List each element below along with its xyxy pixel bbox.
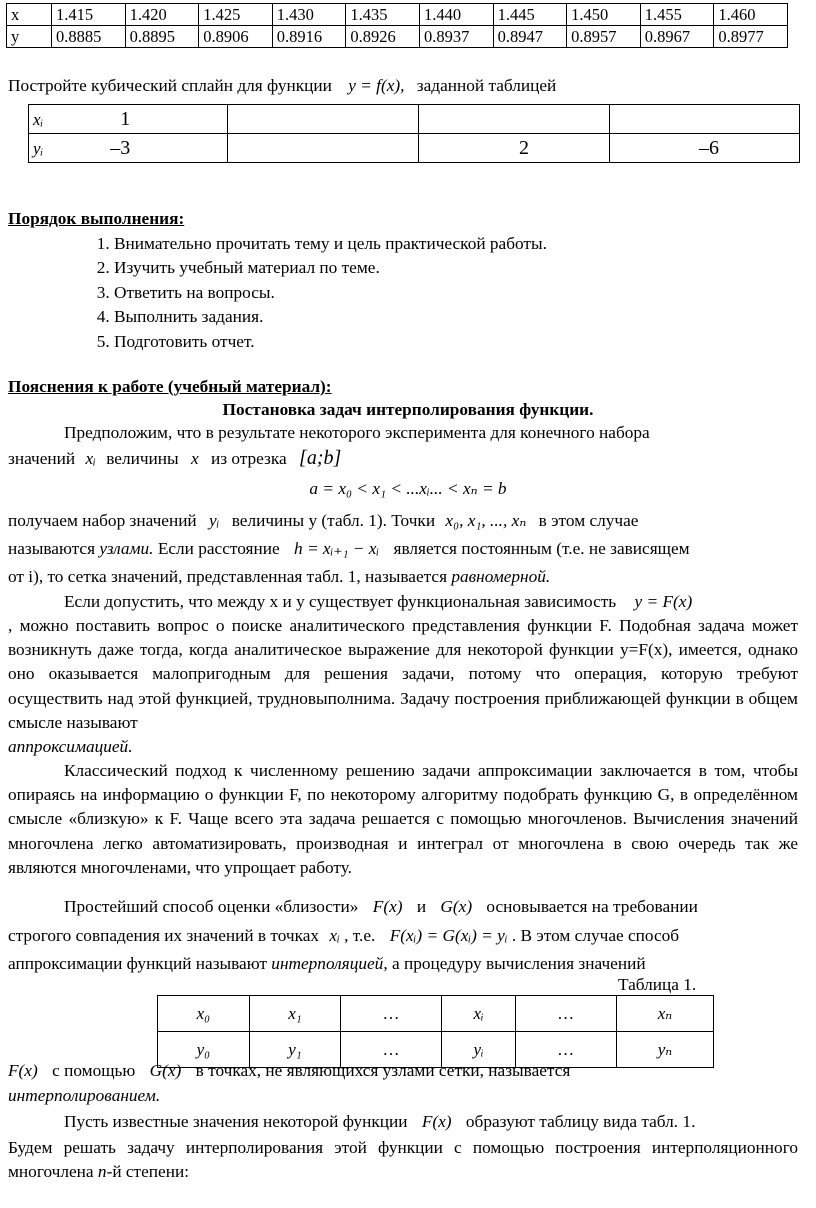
- text: с помощью: [52, 1061, 136, 1080]
- y-cell: 0.8895: [125, 26, 199, 48]
- section-subheading: Постановка задач интерполирования функции.: [222, 400, 594, 419]
- table-cell: …: [515, 996, 616, 1032]
- spline-x-cell: [228, 105, 419, 134]
- list-item: 2. Изучить учебный материал по теме.: [114, 256, 547, 280]
- table-cell: yₙ: [616, 1032, 713, 1068]
- x-cell: 1.415: [52, 4, 126, 26]
- table-cell: x₀: [158, 996, 250, 1032]
- spline-table: [28, 104, 800, 163]
- x-symbol: x: [190, 449, 199, 468]
- text: Будем решать задачу интерполирования этой функции с помощью построения интерполяционного многочлена: [8, 1138, 798, 1182]
- xy-values-table: [6, 3, 788, 48]
- p2-body: [8, 614, 798, 759]
- x-cell: 1.445: [493, 4, 567, 26]
- spline-y-cell: 2: [419, 134, 610, 163]
- fx-formula: F(x): [372, 897, 403, 916]
- spline-y-cell: –6: [610, 134, 800, 163]
- y-cell: 0.8957: [567, 26, 641, 48]
- list-item: 5. Подготовить отчет.: [114, 330, 547, 354]
- text: . В этом случае способ: [511, 926, 680, 945]
- procedure-heading: Порядок выполнения:: [8, 209, 185, 228]
- x-cell: 1.450: [567, 4, 641, 26]
- spline-task-line: [8, 74, 556, 98]
- p1-line1: Предположим, что в результате некоторого эксперимента для конечного набора: [64, 423, 650, 442]
- spline-x-cell: [419, 105, 610, 134]
- p4-line1: [64, 895, 698, 919]
- spline-x-cell: [610, 105, 800, 134]
- term-approximation: аппроксимацией.: [8, 737, 133, 757]
- p1-line2: [8, 446, 341, 471]
- text: в точках, не являющихся узлами сетки, называется: [195, 1061, 571, 1080]
- list-item: 1. Внимательно прочитать тему и цель практической работы.: [114, 232, 547, 256]
- spline-task-text: Постройте кубический сплайн для функции: [8, 76, 332, 95]
- table-cell: y₁: [249, 1032, 341, 1068]
- p1-line5: [8, 565, 550, 589]
- p1-line3: [8, 509, 638, 533]
- xi-symbol: xᵢ: [85, 449, 96, 468]
- spline-y-cell: [228, 134, 419, 163]
- text: образуют таблицу вида табл. 1.: [465, 1112, 696, 1131]
- p6-body: [8, 1136, 798, 1184]
- text: из отрезка: [210, 449, 287, 468]
- spline-x-cell: [29, 105, 228, 134]
- gx-formula: G(x): [440, 897, 473, 916]
- spline-y-cell: [29, 134, 228, 163]
- text: строгого совпадения их значений в точках: [8, 926, 320, 945]
- y-cell: 0.8926: [346, 26, 420, 48]
- formula-chain: [0, 477, 816, 501]
- table-cell: yᵢ: [442, 1032, 516, 1068]
- p2-line1: [64, 590, 692, 614]
- x-row-header: x: [7, 4, 52, 26]
- interval-symbol: [a;b]: [299, 447, 342, 469]
- x-cell: 1.435: [346, 4, 420, 26]
- fx-formula: F(x): [421, 1112, 452, 1131]
- list-item: 4. Выполнить задания.: [114, 305, 547, 329]
- text: от i), то сетка значений, представленная табл. 1, называется: [8, 567, 448, 586]
- table-cell: xᵢ: [442, 996, 516, 1032]
- text: Простейший способ оценки «близости»: [64, 897, 359, 916]
- table-row: [29, 134, 800, 163]
- table-cell: …: [341, 1032, 442, 1068]
- spline-x-value: 1: [120, 107, 131, 130]
- text: значений: [8, 449, 76, 468]
- spline-y-label: yᵢ: [33, 138, 44, 158]
- fx-formula: F(x): [8, 1061, 38, 1080]
- text: Пусть известные значения некоторой функции: [64, 1112, 408, 1131]
- spline-y-value: –3: [110, 136, 131, 159]
- table-cell: …: [515, 1032, 616, 1068]
- text: и: [416, 897, 427, 916]
- y-cell: 0.8967: [640, 26, 714, 48]
- p4-line2: [8, 924, 679, 948]
- p4-line3: [8, 952, 646, 976]
- table-cell: y₀: [158, 1032, 250, 1068]
- n-symbol: n: [97, 1162, 107, 1182]
- equality-formula: F(xᵢ) = G(xᵢ) = yᵢ: [389, 926, 508, 945]
- p6-line1: [64, 1110, 695, 1134]
- text: Если допустить, что между x и y существует функциональная зависимость: [64, 592, 617, 611]
- table-row: [7, 4, 788, 26]
- table-cell: xₙ: [616, 996, 713, 1032]
- text: -й степени:: [106, 1162, 189, 1182]
- yi-symbol: yᵢ: [209, 511, 220, 530]
- xi-symbol: xᵢ: [329, 926, 340, 945]
- x-cell: 1.440: [419, 4, 493, 26]
- p3-body: Классический подход к численному решению задачи аппроксимации заключается в том, чтобы опираясь на информацию о функции F, по некоторому алгоритму подобрать функцию G, в определённом смысле «близкую» к F. Чаще всего эта задача решается с помощью многочленов. Вычисления значений многочлена легко автоматизировать, производная и интеграл от многочлена в свою очередь так же являются многочленами, что упрощает работу.: [8, 761, 798, 877]
- x-cell: 1.460: [714, 4, 788, 26]
- term-uniform: равномерной.: [451, 567, 551, 586]
- list-item: 3. Ответить на вопросы.: [114, 281, 547, 305]
- text: в этом случае: [538, 511, 639, 530]
- y-cell: 0.8916: [272, 26, 346, 48]
- text: получаем набор значений: [8, 511, 197, 530]
- spline-formula: y = f(x),: [348, 76, 405, 95]
- spline-x-label: xᵢ: [33, 109, 44, 129]
- text: Если расстояние: [157, 539, 280, 558]
- y-cell: 0.8937: [419, 26, 493, 48]
- formula-text: a = x₀ < x₁ < ...xᵢ... < xₙ = b: [309, 479, 507, 498]
- x-cell: 1.420: [125, 4, 199, 26]
- y-cell: 0.8977: [714, 26, 788, 48]
- p5-line1: [8, 1059, 570, 1083]
- text: , т.е.: [344, 926, 376, 945]
- table-row: [7, 26, 788, 48]
- explanations-heading: Пояснения к работе (учебный материал):: [8, 377, 332, 396]
- table-cell: …: [341, 996, 442, 1032]
- y-cell: 0.8906: [199, 26, 273, 48]
- text: аппроксимации функций называют: [8, 954, 267, 973]
- term-interpolation: интерполяцией: [271, 954, 384, 973]
- x-cell: 1.425: [199, 4, 273, 26]
- table-caption: Таблица 1.: [618, 975, 697, 994]
- table-row: [29, 105, 800, 134]
- text: величины y (табл. 1). Точки: [231, 511, 436, 530]
- term-interpolating: интерполированием.: [8, 1086, 161, 1105]
- table-cell: x₁: [249, 996, 341, 1032]
- x-cell: 1.430: [272, 4, 346, 26]
- text: величины: [106, 449, 179, 468]
- spline-task-text-after: заданной таблицей: [416, 76, 557, 95]
- yfx-formula: y = F(x): [634, 592, 693, 611]
- y-cell: 0.8947: [493, 26, 567, 48]
- x-cell: 1.455: [640, 4, 714, 26]
- text: является постоянным (т.е. не зависящем: [393, 539, 690, 558]
- text: основывается на требовании: [486, 897, 698, 916]
- text: , а процедуру вычисления значений: [383, 954, 646, 973]
- table-row: [158, 996, 714, 1032]
- procedure-list: [80, 232, 547, 354]
- p5-line2: [8, 1084, 160, 1108]
- h-formula: h = xᵢ₊₁ − xᵢ: [293, 539, 380, 558]
- p1-line4: [8, 537, 690, 561]
- text: , можно поставить вопрос о поиске аналитического представления функции F. Подобная задача может возникнуть даже тогда, когда аналитическое выражение для некоторой функции y=F(x), имеется, однако оно оказывается малопригодным для решения задачи, потому что операция, которую требуют осуществить над этой функцией, трудновыполнима. Задачу построения приближающей функции в общем смысле называют: [8, 616, 798, 732]
- gx-formula: G(x): [149, 1061, 182, 1080]
- nodes-formula: x₀, x₁, ..., xₙ: [445, 511, 527, 530]
- nodes-table: [157, 995, 714, 1068]
- y-row-header: y: [7, 26, 52, 48]
- text: называются: [8, 539, 96, 558]
- term-uzly: узлами.: [99, 539, 154, 558]
- y-cell: 0.8885: [52, 26, 126, 48]
